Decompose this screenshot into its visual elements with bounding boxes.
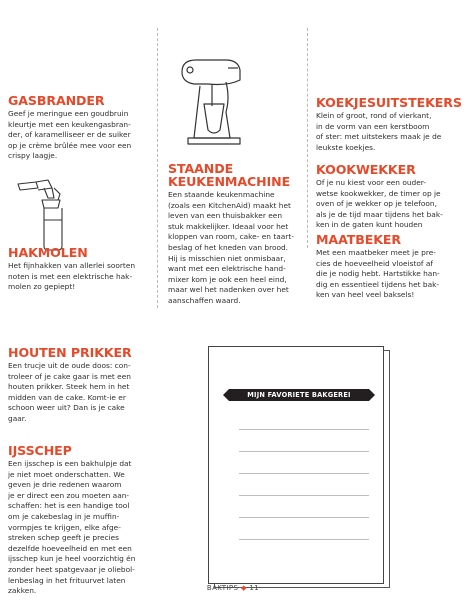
stand-mixer-illustration [168,46,248,156]
entry-body: Met een maatbeker meet je pre- cies de hoeveelheid vloeistof af die je nodig hebt. Hartstikke han- dig en essentieel tijdens het bak- ken van heel veel baksels! [316,248,440,300]
entry-title: HAKMOLEN [8,245,88,260]
entry-title: STAANDE KEUKENMACHINE [168,161,291,189]
entry-maatbeker [316,233,462,301]
entry-title: KOEKJESUITSTEKERS [316,95,462,110]
entry-body: Of je nu kiest voor een ouder- wetse kookwekker, de timer op je oven of je wekker op je telefoon, als je de tijd maar tijdens het bak- ken in de gaten kunt houden [316,178,443,230]
notebook-banner: MIJN FAVORIETE BAKGEREI [229,389,369,401]
writing-line[interactable] [239,539,369,540]
gas-torch-illustration [14,176,72,252]
entry-body: Een trucje uit de oude doos: con- troleer of je cake gaar is met een houten prikker. Steek hem in het midden van de cake. Komt-ie er schoon weer uit? Dan is je cake gaar. [8,361,131,423]
entry-hakmolen [8,246,158,293]
entry-body: Het fijnhakken van allerlei soorten noten is met een elektrische hak- molen zo gepiept! [8,261,136,292]
page-footer [0,584,466,592]
entry-kookwekker [316,163,462,231]
entry-houten-prikker [8,346,158,425]
page-number: 11 [249,584,260,592]
entry-gasbrander [8,94,158,162]
entry-body: Een staande keukenmachine (zoals een KitchenAid) maakt het leven van een thuisbakker een stuk makkelijker. Ideaal voor het kloppen van room, cake- en taart- beslag of het kneden van brood. Hij is misschien niet onmisbaar, want met een elektrische hand- mixer kom je ook een heel eind, maar wel het nadenken over het aanschaffen waard. [168,190,294,305]
entry-body: Klein of groot, rond of vierkant, in de vorm van een kerstboom of ster: met uitstekers maak je de leukste koekjes. [316,111,442,152]
footer-label: BAKTIPS [206,584,239,592]
writing-line[interactable] [239,495,369,496]
entry-body: Een ijsschep is een bakhulpje dat je niet moet onderschatten. We geven je drie redenen waarom je er direct een zou moeten aan- schaffen: het is een handige tool om je cakebeslag in je muffin- vormpjes te krijgen, elke afge- streken schep geeft je precies dezelfde hoeveelheid en met een ijsschep kun je heel voorzichtig én zonder heet spatgevaar je oliebol- lenbeslag in het frituurvet laten zakken. [8,459,136,596]
entry-ijsschep [8,444,158,597]
entry-title: IJSSCHEP [8,443,72,458]
favorite-bakgerei-notebook [208,346,386,588]
entry-title: MAATBEKER [316,232,401,247]
writing-line[interactable] [239,517,369,518]
writing-line[interactable] [239,451,369,452]
entry-title: GASBRANDER [8,93,105,108]
writing-line[interactable] [239,473,369,474]
column-divider-right [307,28,308,248]
entry-body: Geef je meringue een goudbruin kleurtje met een keukengasbran- der, of karamelliseer er de suiker op je crème brûlée mee voor een crispy laagje. [8,109,132,161]
writing-line[interactable] [239,429,369,430]
notebook-front-page [208,346,384,584]
entry-staande-keukenmachine [168,162,306,307]
entry-koekjesuitstekers [316,96,462,153]
entry-title: KOOKWEKKER [316,162,416,177]
diamond-icon: ◆ [240,584,247,592]
entry-title: HOUTEN PRIKKER [8,345,132,360]
